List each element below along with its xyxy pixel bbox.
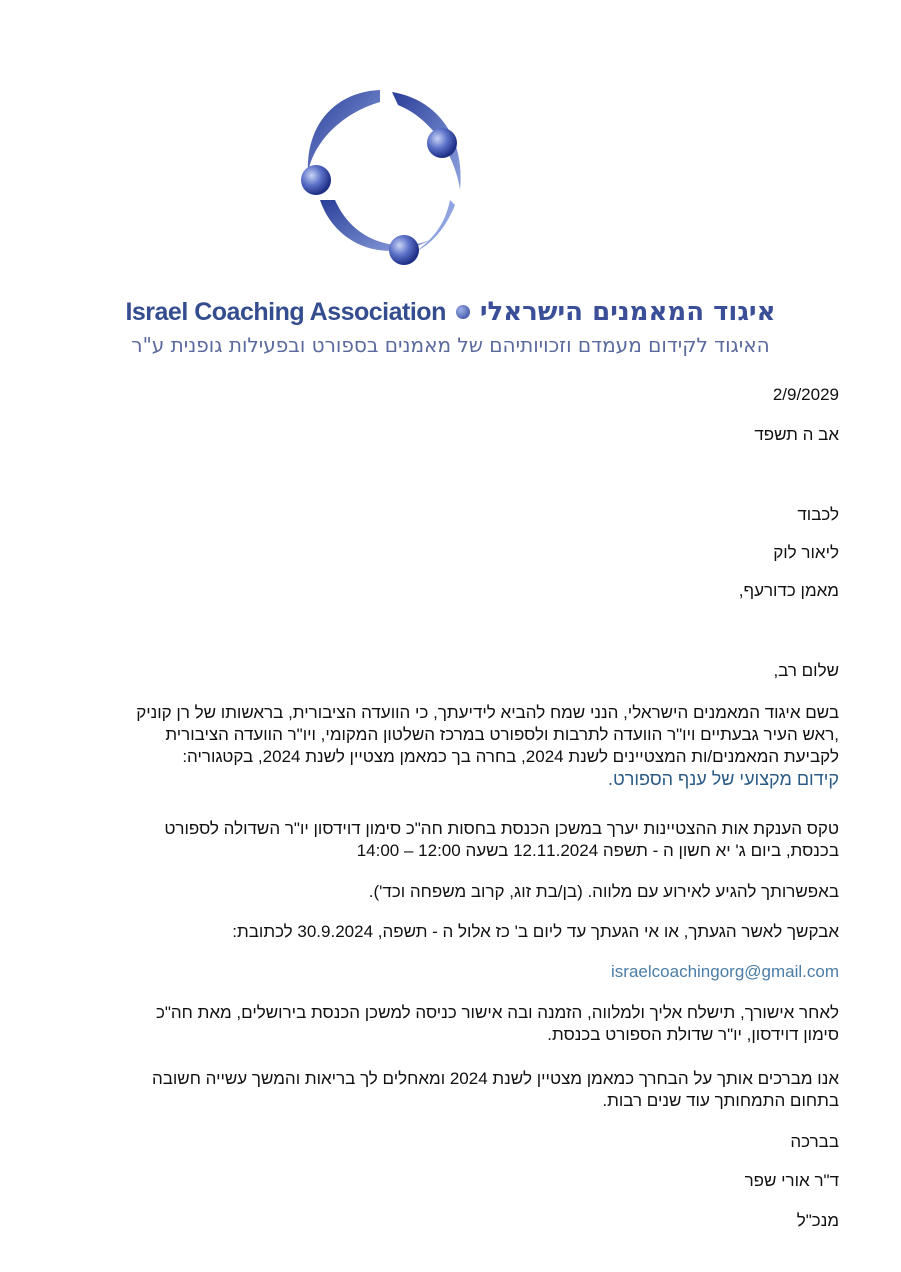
brand-tagline: האיגוד לקידום מעמדם וזכויותיהם של מאמנים בספורט ובפעילות גופנית ע"ר [131,333,770,357]
paragraph-line: ,ראש העיר גבעתיים ויו"ר הוועדה לתרבות ולספורט במרכז השלטון המקומי, ויו"ר הוועדה הציבורית [165,725,839,744]
letterhead [0,70,901,370]
paragraph-award [59,702,839,790]
paragraph-line: בכנסת, ביום ג' יא חשון ה - תשפה 12.11.2024 בשעה 12:00 – 14:00 [356,841,839,860]
brand-name-hebrew: איגוד המאמנים הישראלי [479,297,776,327]
signer-name: ד"ר אורי שפר [744,1171,839,1190]
paragraph-invitation [59,1002,839,1046]
recipient-role: מאמן כדורעף, [738,581,839,600]
rsvp-email-link[interactable]: israelcoachingorg@gmail.com [611,962,839,981]
paragraph-ceremony [59,818,839,862]
closing-blessing: בברכה [790,1132,839,1151]
date-gregorian: 2/9/2029 [772,385,839,404]
recipient-honorific: לכבוד [797,505,839,524]
paragraph-companion: באפשרותך להגיע לאירוע עם מלווה. (בן/בת זוג, קרוב משפחה וכד'). [368,882,839,901]
paragraph-rsvp: אבקשך לאשר הגעתך, או אי הגעתך עד ליום ב' כז אלול ה - תשפה, 30.9.2024 לכתובת: [232,922,839,941]
award-category: קידום מקצועי של ענף הספורט. [607,769,839,789]
brand-line [0,292,901,332]
paragraph-congratulations [59,1068,839,1112]
date-hebrew: אב ה תשפד [754,425,839,444]
coaching-circle-logo-icon [280,80,480,270]
paragraph-line: טקס הענקת אות ההצטיינות יערך במשכן הכנסת בחסות חה"כ סימון דוידסון יו"ר השדולה לספורט [164,819,839,838]
brand-name-english: Israel Coaching Association [125,297,446,326]
paragraph-line: אנו מברכים אותך על הבחרך כמאמן מצטיין לשנת 2024 ומאחלים לך בריאות והמשך עשייה חשובה [151,1069,839,1088]
recipient-name: ליאור לוק [773,543,839,562]
paragraph-line: לאחר אישורך, תישלח אליך ולמלווה, הזמנה ובה אישור כניסה למשכן הכנסת בירושלים, מאת חה"כ [155,1003,839,1022]
signer-title: מנכ"ל [796,1211,839,1230]
brand-dot-icon [456,305,470,319]
paragraph-line: בשם איגוד המאמנים הישראלי, הנני שמח להביא לידיעתך, כי הוועדה הציבורית, בראשותו של רן קוניק [136,703,839,722]
paragraph-line: בתחום התמחותך עוד שנים רבות. [602,1091,839,1110]
greeting: שלום רב, [773,661,839,680]
paragraph-line: סימון דוידסון, יו"ר שדולת הספורט בכנסת. [547,1025,839,1044]
paragraph-line: לקביעת המאמנים/ות המצטיינים לשנת 2024, בחרה בך כמאמן מצטיין לשנת 2024, בקטגוריה: [182,747,839,766]
